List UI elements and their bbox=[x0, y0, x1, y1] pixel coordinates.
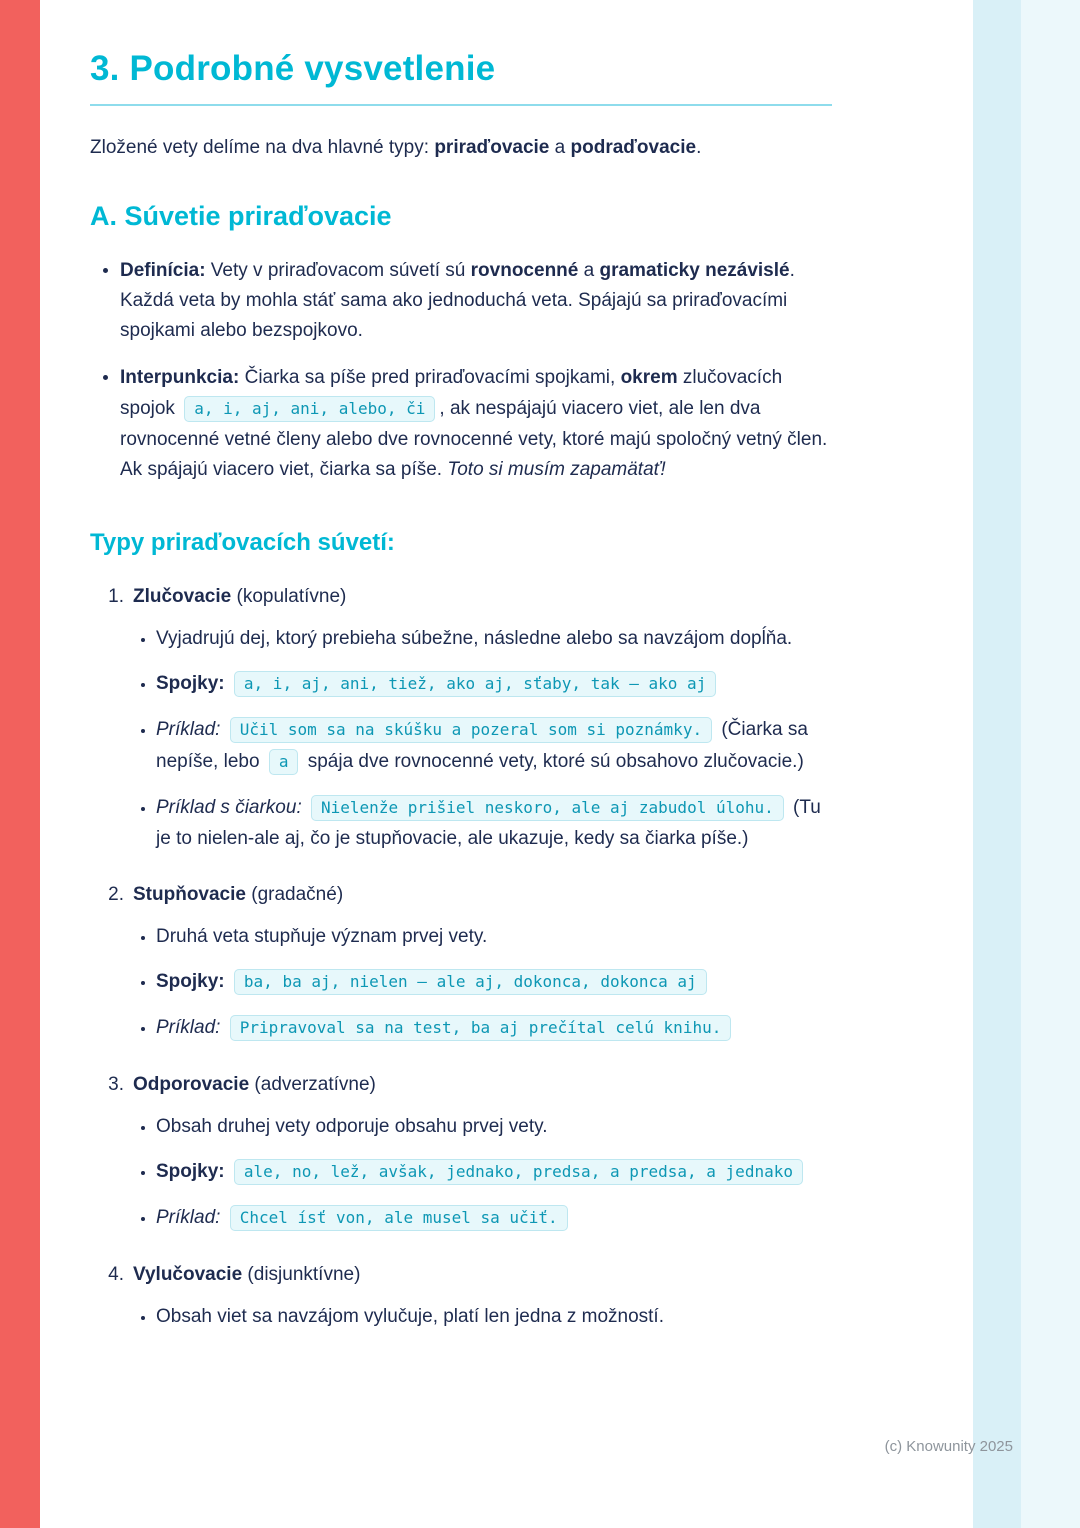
list-item bbox=[156, 1156, 832, 1188]
text-segment bbox=[225, 673, 230, 694]
type-bullet-priklad-s-ciarkou bbox=[156, 792, 832, 854]
type-bullet-spojky bbox=[156, 668, 832, 700]
list-item bbox=[156, 966, 832, 998]
type-heading bbox=[133, 582, 346, 612]
page-title: 3. Podrobné vysvetlenie bbox=[90, 49, 496, 88]
text-segment: Obsah viet sa navzájom vylučuje, platí len jedna z možností. bbox=[156, 1306, 664, 1328]
text-segment: (disjunktívne) bbox=[242, 1264, 361, 1286]
list-item bbox=[156, 624, 832, 654]
text-segment: priraďovacie bbox=[434, 137, 550, 158]
list-item bbox=[156, 714, 832, 778]
document-content bbox=[90, 48, 832, 1358]
text-segment: Interpunkcia: bbox=[120, 367, 240, 389]
inline-code-chip: ale, no, lež, avšak, jednako, predsa, a predsa, a jednako bbox=[234, 1159, 803, 1185]
inline-code-chip: Chcel ísť von, ale musel sa učiť. bbox=[230, 1205, 568, 1231]
type-bullet bbox=[156, 624, 832, 654]
inline-code-chip: a, i, aj, ani, tiež, ako aj, sťaby, tak – ako aj bbox=[234, 671, 716, 697]
type-heading bbox=[133, 880, 343, 910]
type-bullets bbox=[90, 922, 832, 1044]
type-bullet bbox=[156, 1112, 832, 1142]
text-segment bbox=[220, 1017, 225, 1038]
type-block-vylucovacie bbox=[90, 1260, 832, 1332]
intro-paragraph bbox=[90, 133, 832, 163]
text-segment: Stupňovacie bbox=[133, 884, 246, 906]
type-bullet-priklad bbox=[156, 714, 832, 778]
text-segment bbox=[225, 971, 230, 992]
list-item bbox=[120, 363, 832, 485]
list-item bbox=[156, 1112, 832, 1142]
type-bullets bbox=[90, 1112, 832, 1234]
type-bullets bbox=[90, 1302, 832, 1332]
text-segment: zlučovacích spojok bbox=[120, 367, 783, 420]
text-segment: Príklad: bbox=[156, 1017, 221, 1039]
type-title bbox=[90, 880, 832, 910]
text-segment: . Každá veta by mohla stáť sama ako jednoduchá veta. Spájajú sa priraďovacími spojkami alebo bezspojkovo. bbox=[120, 260, 795, 342]
text-segment: Odporovacie bbox=[133, 1074, 250, 1096]
text-segment: Vyjadrujú dej, ktorý prebieha súbežne, následne alebo sa navzájom dopĺňa. bbox=[156, 628, 793, 650]
type-number: 3. bbox=[108, 1074, 124, 1096]
type-number: 2. bbox=[108, 884, 124, 906]
text-segment: (kopulatívne) bbox=[231, 586, 347, 608]
text-segment: Toto si musím zapamätať! bbox=[447, 459, 666, 481]
list-item bbox=[156, 1202, 832, 1234]
type-bullet bbox=[156, 1302, 832, 1332]
text-segment: (Tu je to nielen-ale aj, čo je stupňovacie, ale ukazuje, kedy sa čiarka píše.) bbox=[156, 797, 821, 850]
text-segment: Príklad: bbox=[156, 719, 221, 741]
type-bullet-priklad bbox=[156, 1012, 832, 1044]
inline-code-chip: ba, ba aj, nielen – ale aj, dokonca, dokonca aj bbox=[234, 969, 707, 995]
list-item bbox=[156, 922, 832, 952]
text-segment: Druhá veta stupňuje význam prvej vety. bbox=[156, 926, 488, 948]
text-segment: Definícia: bbox=[120, 260, 206, 282]
text-segment: Spojky: bbox=[156, 1161, 225, 1183]
text-segment bbox=[220, 1207, 225, 1228]
inline-code-chip: a, i, aj, ani, alebo, či bbox=[184, 396, 435, 422]
text-segment: spája dve rovnocenné vety, ktoré sú obsahovo zlučovacie.) bbox=[302, 751, 804, 773]
text-segment bbox=[220, 719, 225, 740]
text-segment: a bbox=[578, 260, 600, 282]
type-title bbox=[90, 1070, 832, 1100]
text-segment: , ak nespájajú viacero viet, ale len dva rovnocenné vetné členy alebo dve rovnocenné vety, ktoré majú spoločný vetný člen. Ak spájajú viacero viet, čiarka sa píše. bbox=[120, 398, 828, 481]
type-heading bbox=[133, 1070, 376, 1100]
list-item bbox=[156, 792, 832, 854]
type-block-odporovacie bbox=[90, 1070, 832, 1234]
section-a-bullets bbox=[90, 256, 832, 485]
text-segment: (Čiarka sa nepíše, lebo bbox=[156, 719, 808, 773]
text-segment: Čiarka sa píše pred priraďovacími spojkami, bbox=[239, 367, 621, 389]
type-block-zlucovacie bbox=[90, 582, 832, 854]
text-segment: gramaticky nezávislé bbox=[599, 260, 790, 282]
bullet-definicia bbox=[120, 256, 832, 346]
type-block-stupnovacie bbox=[90, 880, 832, 1044]
inline-code-chip: Pripravoval sa na test, ba aj prečítal celú knihu. bbox=[230, 1015, 732, 1041]
type-number: 4. bbox=[108, 1264, 124, 1286]
text-segment: Spojky: bbox=[156, 673, 225, 695]
right-accent-bar-outer bbox=[1021, 0, 1080, 1528]
text-segment: Zložené vety delíme na dva hlavné typy: bbox=[90, 137, 435, 158]
type-heading bbox=[133, 1260, 360, 1290]
inline-code-chip: Nielenže prišiel neskoro, ale aj zabudol úlohu. bbox=[311, 795, 784, 821]
bullet-interpunkcia bbox=[120, 363, 832, 485]
type-title bbox=[90, 1260, 832, 1290]
list-item bbox=[156, 668, 832, 700]
text-segment bbox=[302, 797, 307, 818]
text-segment: . bbox=[696, 137, 702, 158]
list-item bbox=[120, 256, 832, 346]
type-bullet-priklad bbox=[156, 1202, 832, 1234]
text-segment: Zlučovacie bbox=[133, 586, 232, 608]
inline-code-chip: Učil som sa na skúšku a pozeral som si poznámky. bbox=[230, 717, 712, 743]
text-segment: Príklad: bbox=[156, 1207, 221, 1229]
text-segment bbox=[225, 1161, 230, 1182]
text-segment: Spojky: bbox=[156, 971, 225, 993]
text-segment: Vety v priraďovacom súvetí sú bbox=[205, 260, 471, 282]
title-divider bbox=[90, 104, 832, 106]
text-segment: Vylučovacie bbox=[133, 1264, 243, 1286]
left-accent-bar bbox=[0, 0, 40, 1528]
type-bullets bbox=[90, 624, 832, 854]
list-item bbox=[156, 1012, 832, 1044]
text-segment: okrem bbox=[620, 367, 678, 389]
text-segment: (adverzatívne) bbox=[249, 1074, 376, 1096]
type-bullet bbox=[156, 922, 832, 952]
type-number: 1. bbox=[108, 586, 124, 608]
type-title bbox=[90, 582, 832, 612]
text-segment: (gradačné) bbox=[245, 884, 344, 906]
types-subheading: Typy priraďovacích súvetí: bbox=[90, 529, 395, 557]
copyright-footer: (c) Knowunity 2025 bbox=[884, 1438, 1013, 1455]
text-segment: Obsah druhej vety odporuje obsahu prvej vety. bbox=[156, 1116, 548, 1138]
text-segment: rovnocenné bbox=[470, 260, 579, 282]
type-bullet-spojky bbox=[156, 1156, 832, 1188]
list-item bbox=[156, 1302, 832, 1332]
text-segment: a bbox=[549, 137, 571, 158]
section-a-heading: A. Súvetie priraďovacie bbox=[90, 201, 392, 232]
text-segment: podraďovacie bbox=[570, 137, 697, 158]
text-segment: Príklad s čiarkou: bbox=[156, 797, 302, 819]
type-bullet-spojky bbox=[156, 966, 832, 998]
right-accent-bar bbox=[973, 0, 1021, 1528]
inline-code-chip: a bbox=[269, 749, 299, 775]
